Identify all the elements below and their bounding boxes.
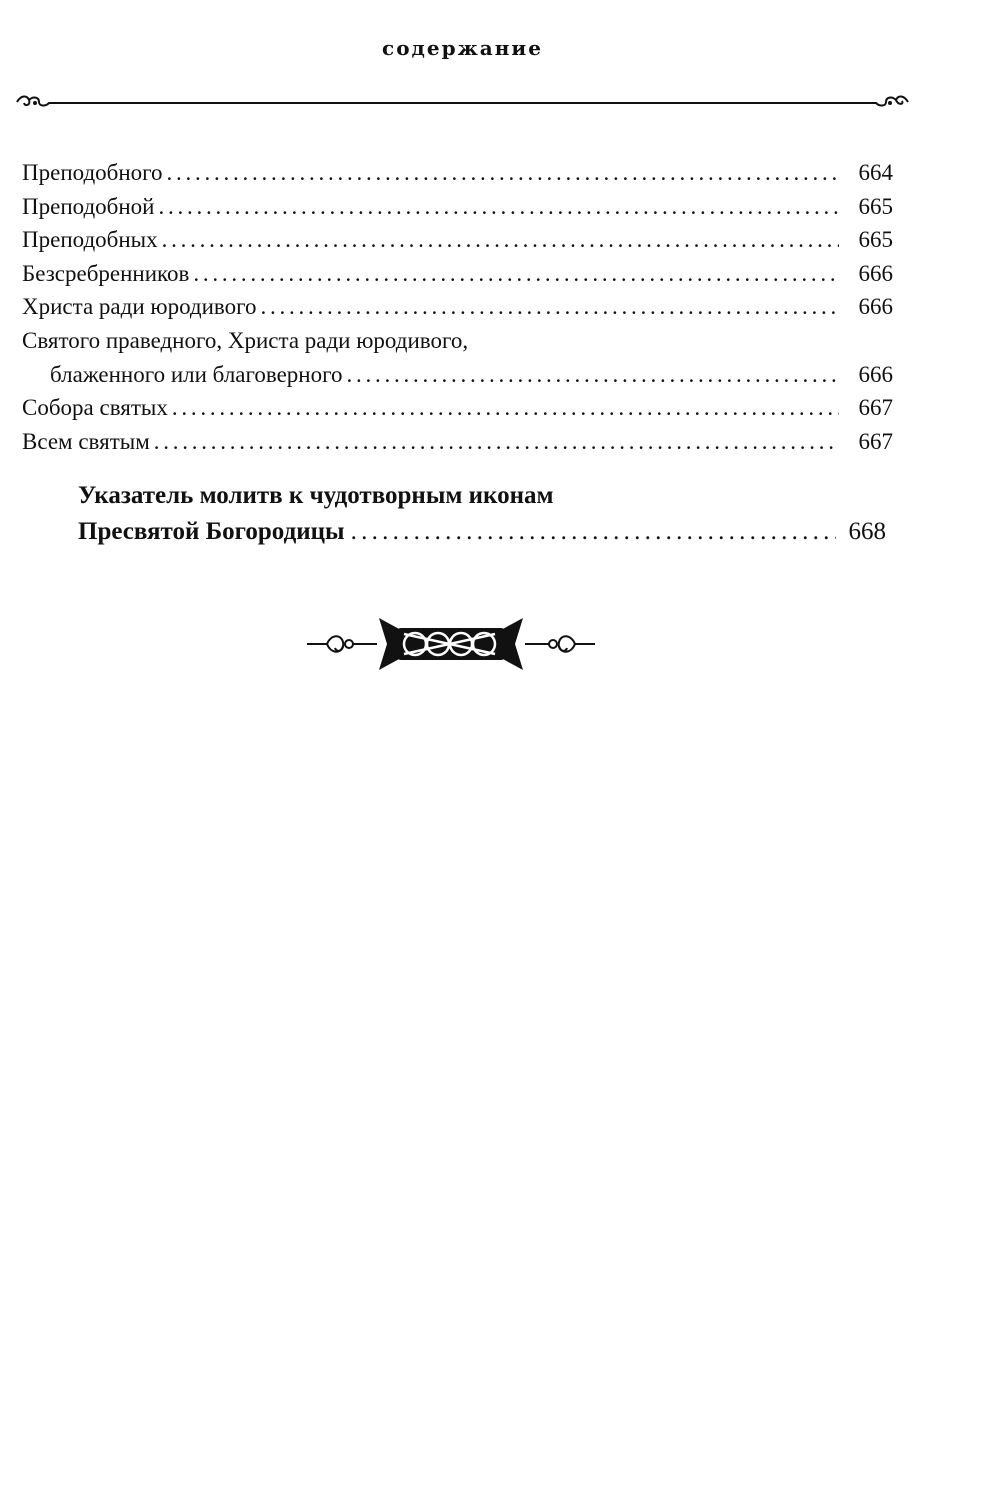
toc-entry[interactable]: [22, 358, 893, 392]
toc-entry-label: Преподобного: [22, 160, 163, 185]
toc-entry[interactable]: [22, 257, 893, 291]
dot-leader: [260, 290, 839, 324]
scroll-flourish-icon: [864, 92, 910, 112]
toc-entry-page: 666: [858, 294, 893, 320]
toc-entry-label: Христа ради юродивого: [22, 294, 257, 320]
index-entry[interactable]: [78, 478, 886, 550]
toc-entry-page: 664: [858, 160, 893, 185]
toc-entry[interactable]: [22, 391, 893, 425]
toc-entry-label: Преподобной: [22, 193, 155, 219]
celtic-knot-ornament-icon: [305, 612, 597, 676]
toc-entry-page: 666: [858, 260, 893, 286]
dot-leader: [172, 391, 839, 425]
toc-entry-page: 665: [858, 227, 893, 253]
toc-entry[interactable]: [22, 223, 893, 257]
toc-entry-label: Всем святым: [22, 428, 150, 454]
dot-leader: [162, 223, 839, 257]
dot-leader: [154, 425, 839, 459]
toc-entry-page: 667: [858, 395, 893, 421]
index-entry-page: 668: [848, 518, 886, 545]
toc-entry-first-line[interactable]: [22, 324, 893, 358]
toc-entry-page: 667: [858, 428, 893, 454]
toc-entry-label: блаженного или благоверного: [50, 361, 343, 387]
running-header: [15, 34, 910, 80]
table-of-contents: [22, 156, 893, 458]
index-entry-first-line: [78, 478, 886, 514]
toc-entry-label: Святого праведного, Христа ради юродивого,: [22, 327, 469, 353]
dot-leader: [159, 190, 840, 224]
running-header-title: содержание: [382, 36, 543, 60]
toc-entry-label: Безсребренников: [22, 260, 190, 286]
dot-leader: [351, 514, 836, 550]
toc-entry-label: Преподобных: [22, 227, 158, 253]
toc-entry-page: 665: [858, 193, 893, 219]
index-entry-label: Пресвятой Богородицы: [78, 518, 345, 545]
toc-entry[interactable]: [22, 290, 893, 324]
toc-entry-page: 666: [858, 361, 893, 387]
index-entry-label: Указатель молитв к чудотворным иконам: [78, 482, 554, 509]
dot-leader: [193, 257, 839, 291]
index-entry-last-line: [78, 514, 886, 550]
toc-entry-label: Собора святых: [22, 395, 168, 421]
dot-leader: [167, 156, 839, 190]
dot-leader: [346, 358, 839, 392]
toc-entry[interactable]: [22, 425, 893, 459]
toc-entry[interactable]: [22, 156, 893, 190]
toc-entry[interactable]: [22, 190, 893, 224]
header-rule: [55, 102, 874, 104]
